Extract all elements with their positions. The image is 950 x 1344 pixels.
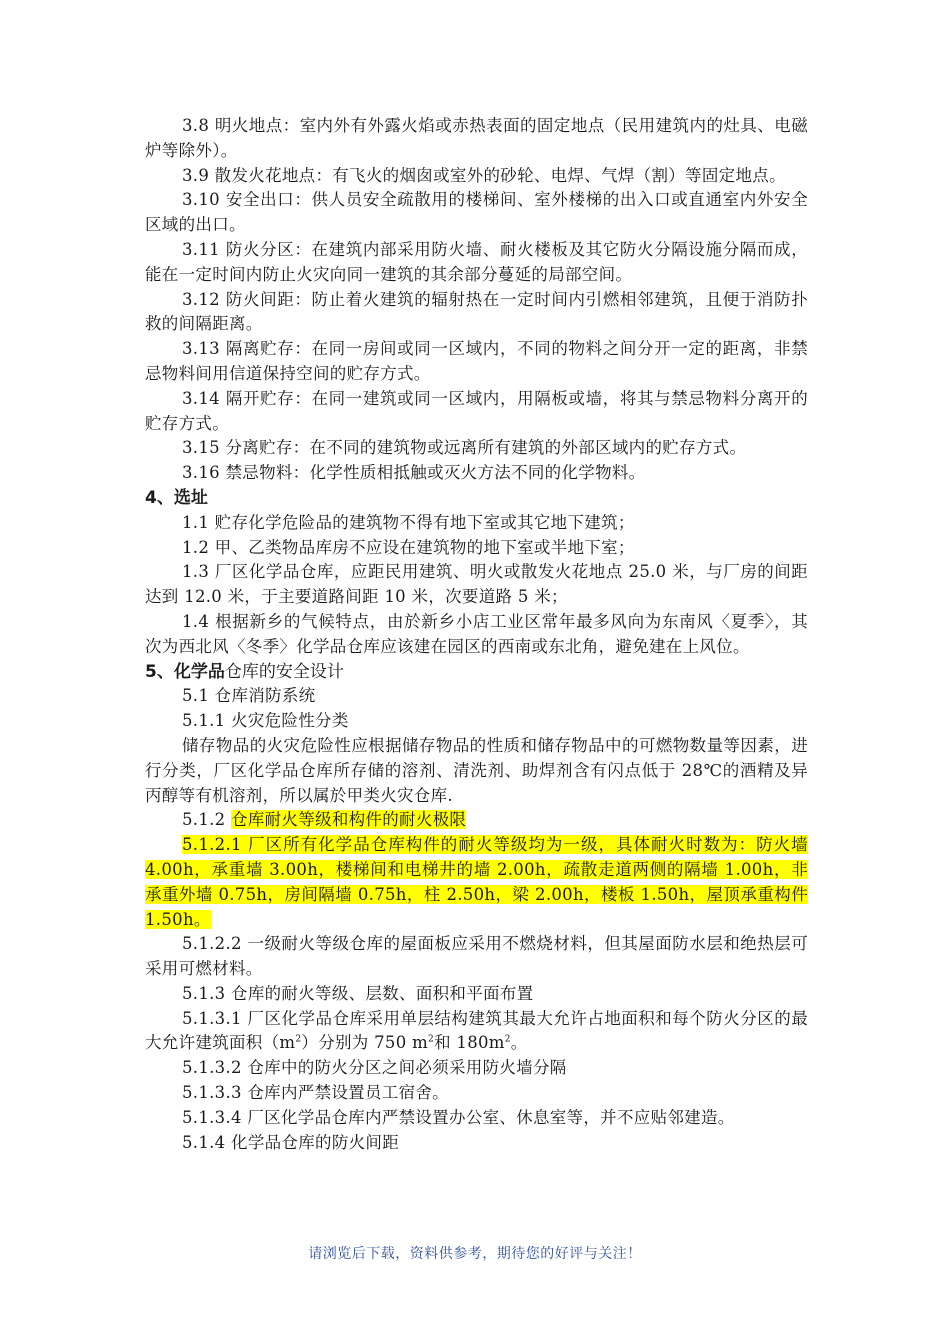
paragraph-5-1-2 bbox=[145, 808, 808, 833]
paragraph-3-9: 3.9 散发火花地点：有飞火的烟囱或室外的砂轮、电焊、气焊（割）等固定地点。 bbox=[182, 165, 786, 185]
paragraph-1-1: 1.1 贮存化学危险品的建筑物不得有地下室或其它地下建筑； bbox=[182, 512, 635, 532]
paragraph-5-1: 5.1 仓库消防系统 bbox=[182, 686, 316, 706]
paragraph-1-4: 1.4 根据新乡的气候特点，由於新乡小店工业区常年最多风向为东南风〈夏季〉，其次为西北风〈冬季〉化学品仓库应该建在园区的西南或东北角，避免建在上风位。 bbox=[145, 611, 808, 656]
paragraph-3-11: 3.11 防火分区：在建筑内部采用防火墙、耐火楼板及其它防火分隔设施分隔而成，能在一定时间内防止火灾向同一建筑的其余部分蔓延的局部空间。 bbox=[145, 239, 808, 284]
paragraph-5-1-3-3: 5.1.3.3 仓库内严禁设置员工宿舍。 bbox=[182, 1083, 449, 1103]
paragraph-5-1-3-1-a: 5.1.3.1 厂区化学品仓库采用单层结构建筑其最大允许占地面积和每个防火分区的最大允许建筑面积（m bbox=[145, 1008, 808, 1053]
paragraph-3-8: 3.8 明火地点：室内外有外露火焰或赤热表面的固定地点（民用建筑内的灶具、电磁炉等除外）。 bbox=[145, 116, 808, 160]
section-heading-5-bold: 5、化学品 bbox=[145, 661, 225, 682]
paragraph-5-1-2-1-highlight: 5.1.2.1 厂区所有化学品仓库构件的耐火等级均为一级，具体耐火时数为：防火墙 4.00h，承重墙 3.00h，楼梯间和电梯井的墙 2.00h，疏散走道两侧的隔墙 1.00h，非承重外墙 0.75h，房间隔墙 0.75h，柱 2.50h，梁 2.00h，楼板 1.50h，屋顶承重构件 1.50h。 bbox=[145, 835, 808, 929]
section-heading-4: 4、选址 bbox=[145, 487, 208, 508]
paragraph-3-10: 3.10 安全出口：供人员安全疏散用的楼梯间、室外楼梯的出入口或直通室内外安全区域的出口。 bbox=[145, 190, 808, 235]
paragraph-5-1-1: 5.1.1 火灾危险性分类 bbox=[182, 711, 349, 731]
paragraph-1-3: 1.3 厂区化学品仓库，应距民用建筑、明火或散发火花地点 25.0 米，与厂房的间距达到 12.0 米，于主要道路间距 10 米，次要道路 5 米； bbox=[145, 562, 808, 607]
paragraph-5-1-3: 5.1.3 仓库的耐火等级、层数、面积和平面布置 bbox=[182, 983, 534, 1003]
paragraph-5-1-3-1 bbox=[145, 1007, 808, 1057]
paragraph-5-1-4: 5.1.4 化学品仓库的防火间距 bbox=[182, 1132, 400, 1152]
paragraph-5-1-3-1-c: 和 180m bbox=[434, 1033, 505, 1053]
paragraph-5-1-2-number: 5.1.2 bbox=[182, 810, 232, 830]
paragraph-3-14: 3.14 隔开贮存：在同一建筑或同一区域内，用隔板或墙，将其与禁忌物料分离开的贮存方式。 bbox=[145, 388, 808, 433]
document-body bbox=[145, 114, 808, 1155]
section-heading-5-rest: 仓库的安全设计 bbox=[224, 661, 344, 682]
paragraph-3-16: 3.16 禁忌物料：化学性质相抵触或灭火方法不同的化学物料。 bbox=[182, 463, 646, 483]
paragraph-3-12: 3.12 防火间距：防止着火建筑的辐射热在一定时间内引燃相邻建筑，且便于消防扑救的间隔距离。 bbox=[145, 289, 808, 334]
superscript-2: 2 bbox=[295, 1034, 302, 1045]
paragraph-5-1-1-body: 储存物品的火灾危险性应根据储存物品的性质和储存物品中的可燃物数量等因素，进行分类，厂区化学品仓库所存储的溶剂、清洗剂、助焊剂含有闪点低于 28℃的酒精及异丙醇等有机溶剂，所以属於甲类火灾仓库. bbox=[145, 735, 808, 805]
paragraph-3-13: 3.13 隔离贮存：在同一房间或同一区域内，不同的物料之间分开一定的距离，非禁忌物料间用信道保持空间的贮存方式。 bbox=[145, 339, 808, 383]
footer-note: 请浏览后下载，资料供参考，期待您的好评与关注！ bbox=[308, 1246, 642, 1262]
paragraph-5-1-3-1-d: 。 bbox=[510, 1033, 528, 1053]
paragraph-5-1-3-4: 5.1.3.4 厂区化学品仓库内严禁设置办公室、休息室等，并不应贴邻建造。 bbox=[182, 1107, 735, 1127]
section-heading-5 bbox=[145, 660, 808, 685]
superscript-2: 2 bbox=[428, 1034, 435, 1045]
paragraph-1-2: 1.2 甲、乙类物品库房不应设在建筑物的地下室或半地下室； bbox=[182, 537, 635, 557]
paragraph-5-1-2-1 bbox=[145, 833, 808, 932]
paragraph-5-1-3-1-b: ）分别为 750 m bbox=[301, 1033, 429, 1053]
paragraph-5-1-2-highlight: 仓库耐火等级和构件的耐火极限 bbox=[231, 810, 467, 830]
paragraph-5-1-2-2: 5.1.2.2 一级耐火等级仓库的屋面板应采用不燃烧材料，但其屋面防水层和绝热层可采用可燃材料。 bbox=[145, 934, 808, 979]
superscript-2: 2 bbox=[504, 1034, 511, 1045]
paragraph-5-1-3-2: 5.1.3.2 仓库中的防火分区之间必须采用防火墙分隔 bbox=[182, 1058, 567, 1078]
paragraph-3-15: 3.15 分离贮存：在不同的建筑物或远离所有建筑的外部区域内的贮存方式。 bbox=[182, 438, 747, 458]
